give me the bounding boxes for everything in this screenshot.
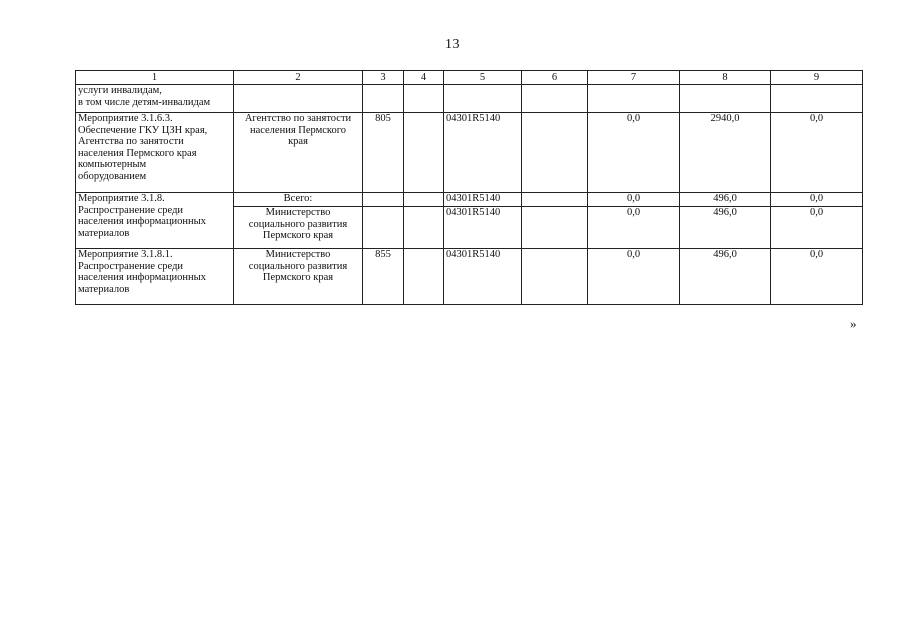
empty-cell — [522, 207, 588, 249]
value-cell: 2940,0 — [680, 113, 771, 193]
activity-cell: услуги инвалидам, в том числе детям-инвалидам — [76, 85, 234, 113]
empty-cell — [404, 193, 444, 207]
header-cell-3: 3 — [363, 71, 404, 85]
value-cell: 496,0 — [680, 249, 771, 305]
empty-cell — [771, 85, 863, 113]
budget-table — [75, 70, 863, 305]
empty-cell — [404, 249, 444, 305]
value-cell: 0,0 — [588, 113, 680, 193]
empty-cell — [444, 85, 522, 113]
empty-cell — [234, 85, 363, 113]
activity-cell: Мероприятие 3.1.8. Распространение среди населения информационных материалов — [76, 193, 234, 249]
table-header-row — [76, 71, 863, 85]
table-row — [76, 249, 863, 305]
target-code-cell: 04301R5140 — [444, 207, 522, 249]
header-cell-5: 5 — [444, 71, 522, 85]
activity-cell: Мероприятие 3.1.6.3. Обеспечение ГКУ ЦЗН края, Агентства по занятости населения Пермского края компьютерным оборудованием — [76, 113, 234, 193]
header-cell-2: 2 — [234, 71, 363, 85]
target-code-cell: 04301R5140 — [444, 249, 522, 305]
target-code-cell: 04301R5140 — [444, 193, 522, 207]
value-cell: 0,0 — [588, 249, 680, 305]
empty-cell — [363, 85, 404, 113]
target-code-cell: 04301R5140 — [444, 113, 522, 193]
header-cell-7: 7 — [588, 71, 680, 85]
value-cell: 0,0 — [588, 207, 680, 249]
empty-cell — [363, 207, 404, 249]
empty-cell — [404, 207, 444, 249]
value-cell: 0,0 — [771, 249, 863, 305]
empty-cell — [404, 113, 444, 193]
executor-cell: Министерство социального развития Пермского края — [234, 207, 363, 249]
empty-cell — [522, 193, 588, 207]
header-cell-9: 9 — [771, 71, 863, 85]
closing-quote-mark: » — [850, 316, 857, 331]
table-row — [76, 113, 863, 193]
value-cell: 496,0 — [680, 207, 771, 249]
header-cell-6: 6 — [522, 71, 588, 85]
value-cell: 496,0 — [680, 193, 771, 207]
empty-cell — [522, 249, 588, 305]
code-cell: 805 — [363, 113, 404, 193]
header-cell-4: 4 — [404, 71, 444, 85]
empty-cell — [404, 85, 444, 113]
header-cell-8: 8 — [680, 71, 771, 85]
empty-cell — [588, 85, 680, 113]
empty-cell — [522, 113, 588, 193]
executor-cell: Министерство социального развития Пермского края — [234, 249, 363, 305]
code-cell: 855 — [363, 249, 404, 305]
executor-cell: Всего: — [234, 193, 363, 207]
empty-cell — [522, 85, 588, 113]
table-row — [76, 193, 863, 207]
empty-cell — [363, 193, 404, 207]
value-cell: 0,0 — [588, 193, 680, 207]
page-number: 13 — [445, 37, 460, 52]
header-cell-1: 1 — [76, 71, 234, 85]
table-row — [76, 85, 863, 113]
executor-cell: Агентство по занятости населения Пермского края — [234, 113, 363, 193]
activity-cell: Мероприятие 3.1.8.1. Распространение среди населения информационных материалов — [76, 249, 234, 305]
empty-cell — [680, 85, 771, 113]
value-cell: 0,0 — [771, 193, 863, 207]
value-cell: 0,0 — [771, 207, 863, 249]
value-cell: 0,0 — [771, 113, 863, 193]
